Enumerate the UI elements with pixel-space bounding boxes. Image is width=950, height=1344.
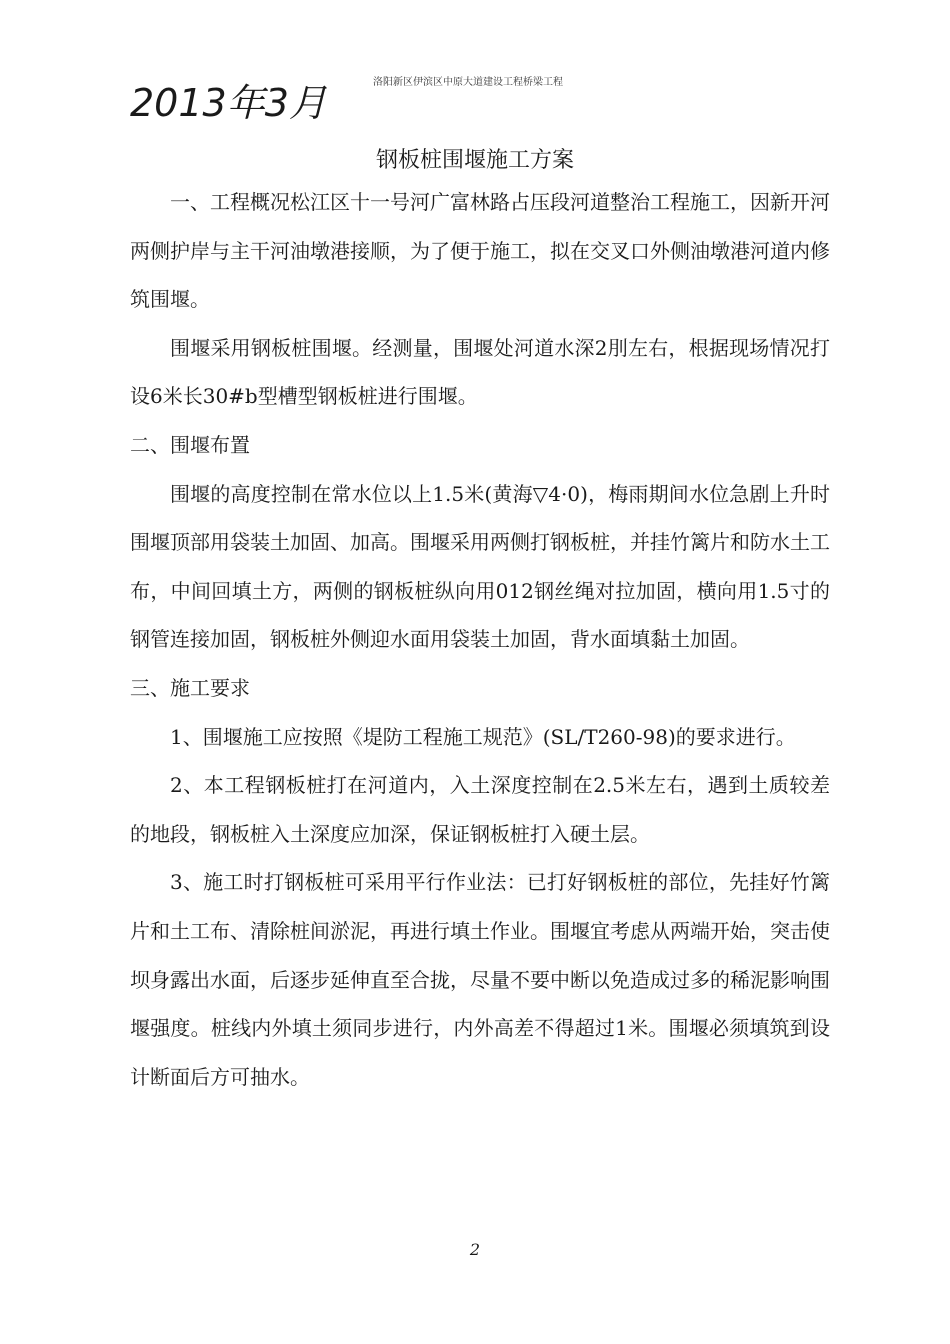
document-body: [130, 178, 830, 1101]
date-heading: 2013年3月: [130, 81, 327, 125]
section-heading-requirements: 三、施工要求: [130, 675, 250, 700]
paragraph-requirement-1: 1、围堰施工应按照《堤防工程施工规范》(SL/T260-98)的要求进行。: [170, 724, 796, 749]
paragraph-requirement-3: 3、施工时打钢板桩可采用平行作业法：已打好钢板桩的部位，先挂好竹篱片和土工布、清除桩间淤泥，再进行填土作业。围堰宜考虑从两端开始，突击使坝身露出水面，后逐步延伸直至合拢，尽量不要中断以免造成过多的稀泥影响围堰强度。桩线内外填土须同步进行，内外高差不得超过1米。围堰必须填筑到设计断面后方可抽水。: [130, 870, 830, 1089]
paragraph-requirement-2: 2、本工程钢板桩打在河道内，入土深度控制在2.5米左右，遇到土质较差的地段，钢板桩入土深度应加深，保证钢板桩打入硬土层。: [130, 773, 830, 846]
page-number: 2: [469, 1240, 481, 1259]
document-title: 钢板桩围堰施工方案: [375, 148, 574, 173]
running-header: 洛阳新区伊滨区中原大道建设工程桥梁工程: [373, 77, 563, 88]
section-heading-layout: 二、围堰布置: [130, 432, 250, 457]
paragraph-cofferdam-type: 围堰采用钢板桩围堰。经测量，围堰处河道水深2刖左右，根据现场情况打设6米长30#b型槽型钢板桩进行围堰。: [130, 335, 830, 409]
paragraph-overview: 一、工程概况松江区十一号河广富林路占压段河道整治工程施工，因新开河两侧护岸与主干河油墩港接顺，为了便于施工，拟在交叉口外侧油墩港河道内修筑围堰。: [130, 190, 830, 312]
paragraph-layout: 围堰的高度控制在常水位以上1.5米(黄海▽4·0)，梅雨期间水位急剧上升时围堰顶部用袋装土加固、加高。围堰采用两侧打钢板桩，并挂竹篱片和防水土工布，中间回填土方，两侧的钢板桩纵向用012钢丝绳对拉加固，横向用1.5寸的钢管连接加固，钢板桩外侧迎水面用袋装土加固，背水面填黏土加固。: [130, 481, 830, 652]
